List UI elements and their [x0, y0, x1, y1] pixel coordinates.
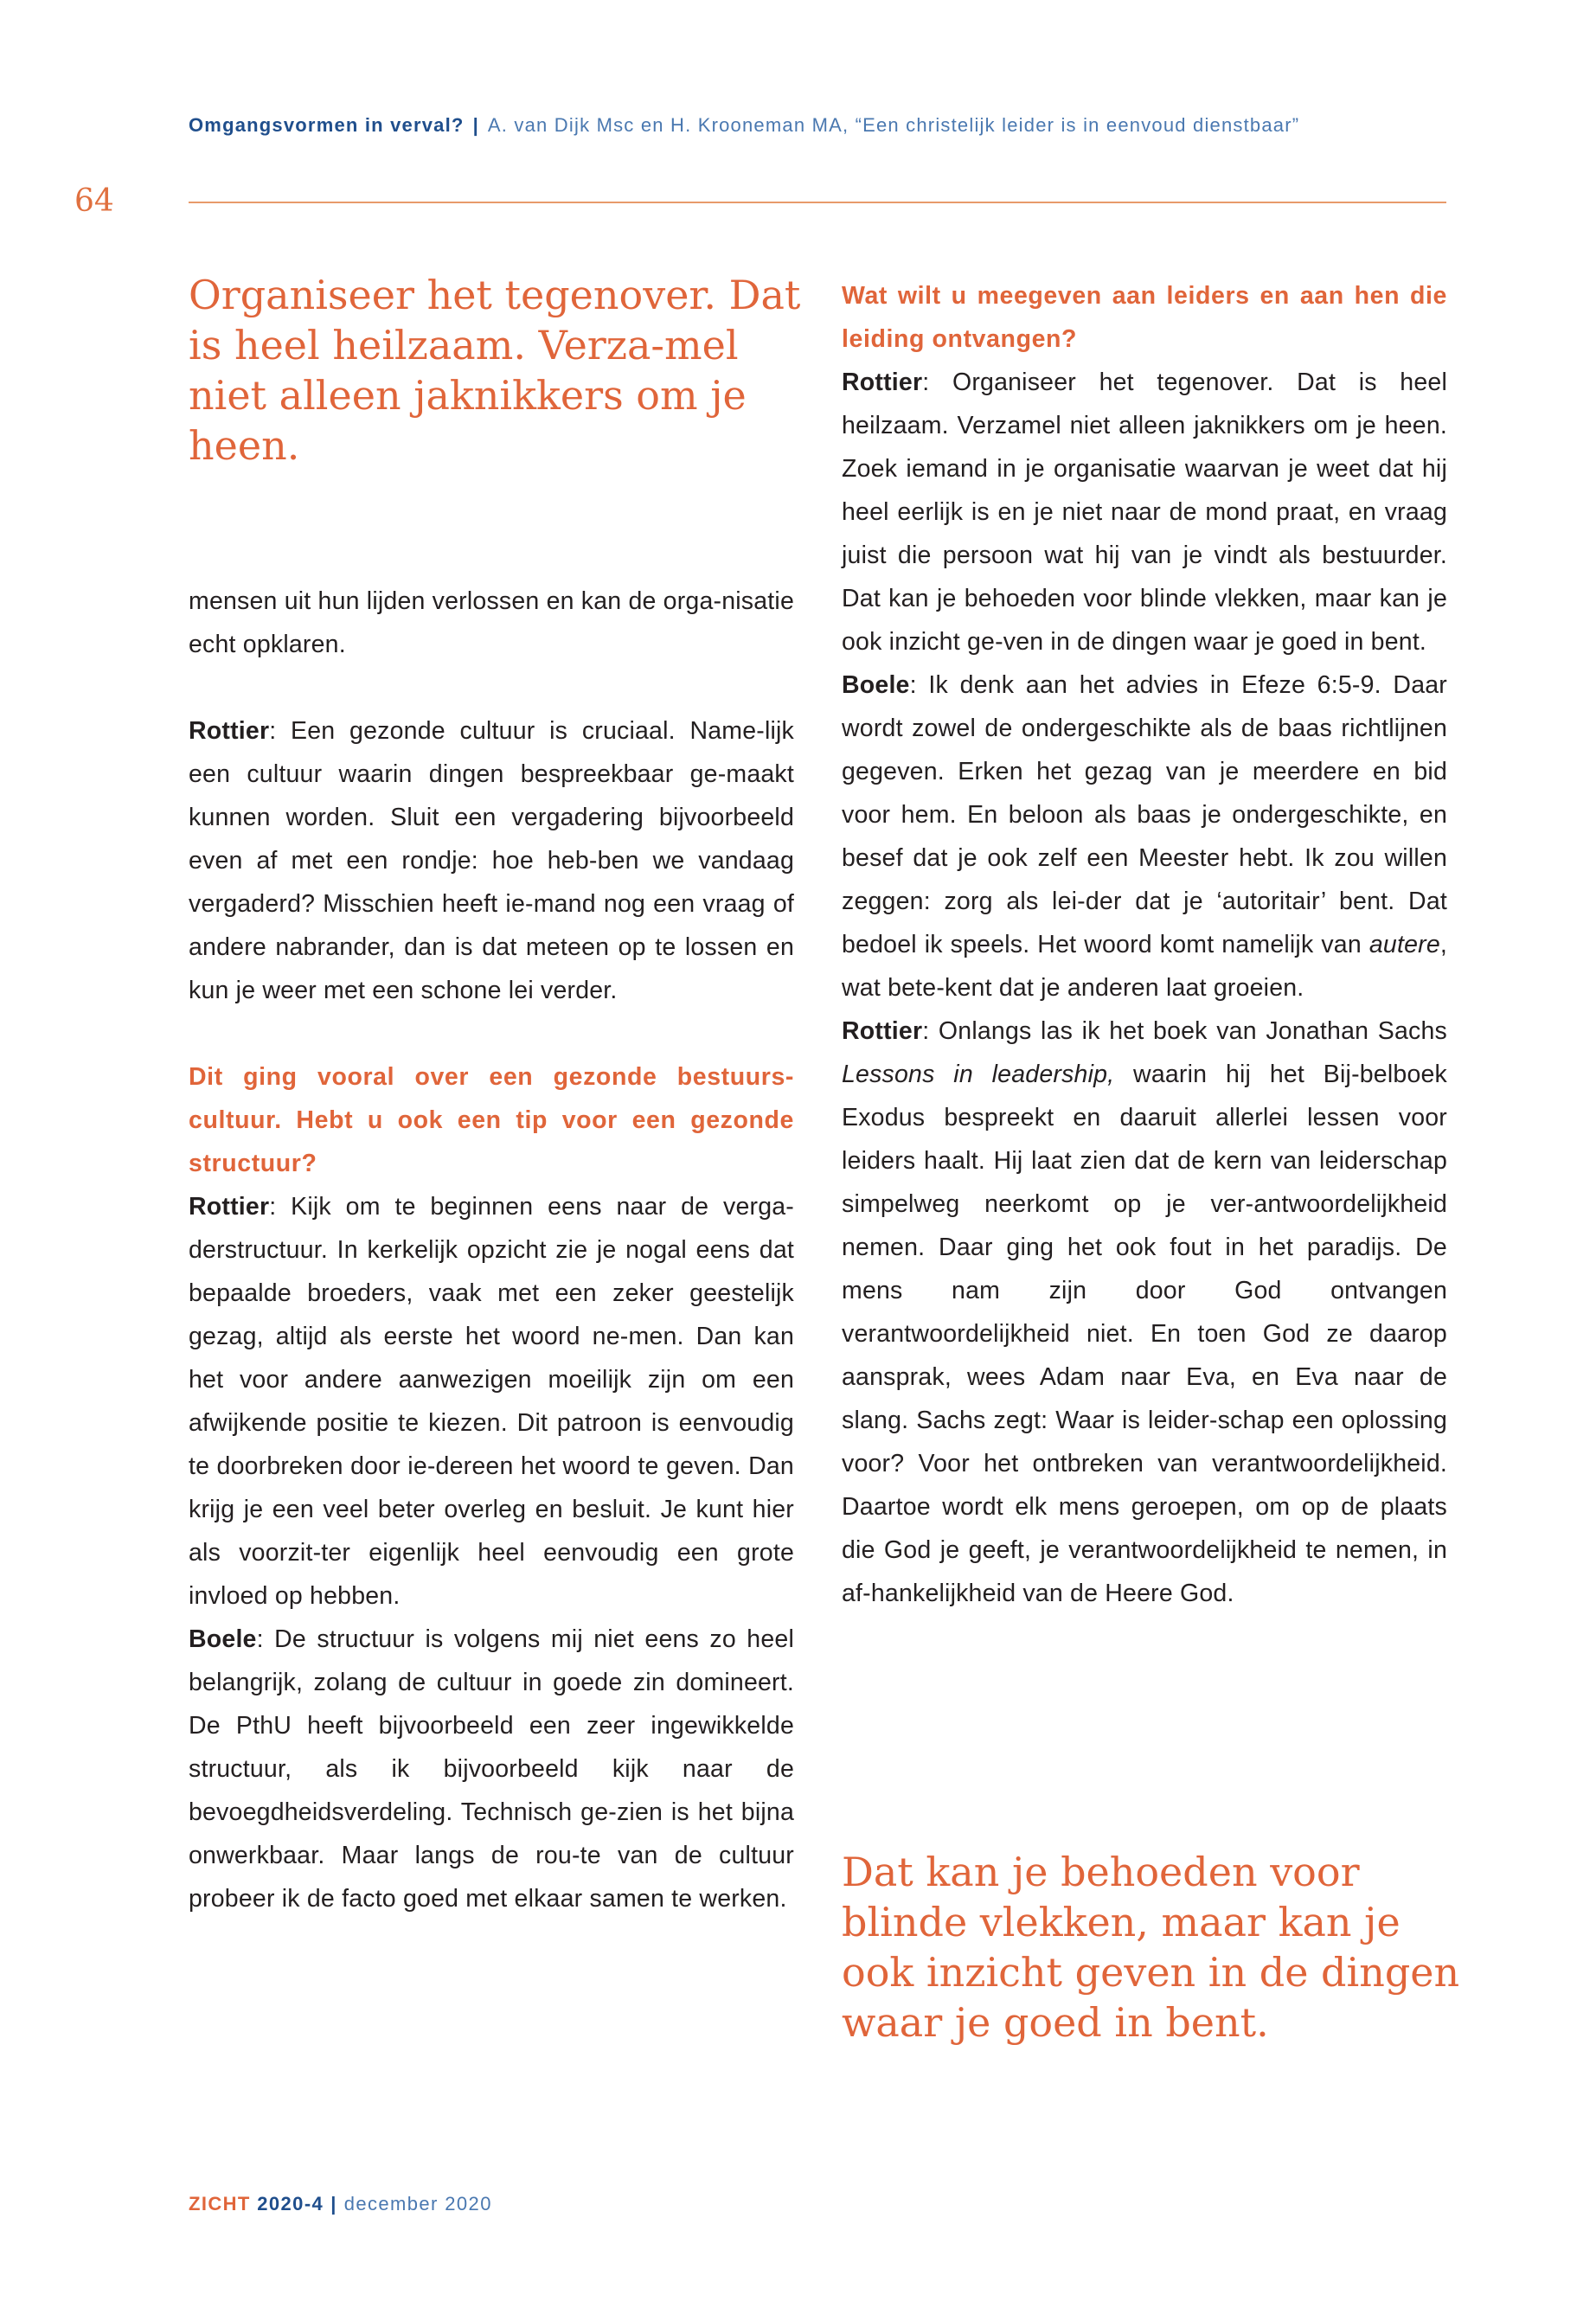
footer-separator: |	[330, 2193, 337, 2214]
magazine-name: ZICHT	[189, 2193, 251, 2214]
speaker-name: Rottier	[189, 717, 270, 745]
header-rule	[189, 202, 1446, 203]
italic-term: autere	[1368, 931, 1440, 958]
pullquote-bottom: Dat kan je behoeden voor blinde vlekken, maar kan je ook inzicht geven in de dingen waar je goed in bent.	[842, 1849, 1460, 2046]
left-column	[189, 580, 794, 1920]
paragraph-text: : Een gezonde cultuur is cruciaal. Name-lijk een cultuur waarin dingen bespreekbaar ge-maakt kunnen worden. Sluit een vergadering bijvoorbeeld even af met een rondje: hoe heb-ben we vandaag vergaderd? Misschien heeft ie-mand nog een vraag of andere nabrander, dan is dat meteen op te lossen en kun je weer met een schone lei verder.	[189, 717, 794, 1004]
interview-question: Dit ging vooral over een gezonde bestuurs-cultuur. Hebt u ook een tip voor een gezonde structuur?	[189, 1063, 794, 1177]
series-title: Omgangsvormen in verval?	[189, 114, 465, 136]
speaker-name: Rottier	[842, 369, 923, 396]
right-column	[842, 274, 1447, 1615]
header-separator: |	[472, 114, 479, 136]
paragraph-text: : Organiseer het tegenover. Dat is heel heilzaam. Verzamel niet alleen jaknikkers om je heen. Zoek iemand in je organisatie waarvan je weet dat hij heel eerlijk is en je niet naar de mond praat, en vraag juist die persoon wat hij van je vindt als bestuurder. Dat kan je behoeden voor blinde vlekken, maar kan je ook inzicht ge-ven in de dingen waar je goed in bent.	[842, 369, 1447, 656]
paragraph-text: : Kijk om te beginnen eens naar de verga-derstructuur. In kerkelijk opzicht zie je nogal eens dat bepaalde broeders, vaak met een zeker geestelijk gezag, altijd als eerste het woord ne-men. Dan kan het voor andere aanwezigen moeilijk zijn om een afwijkende positie te kiezen. Dit patroon is eenvoudig te doorbreken door ie-dereen het woord te geven. Dan krijg je een veel beter overleg en besluit. Je kunt hier als voorzit-ter eigenlijk heel eenvoudig een grote invloed op hebben.	[189, 1193, 794, 1610]
issue-number: 2020-4	[257, 2193, 324, 2214]
paragraph	[842, 1009, 1447, 1615]
pullquote-top: Organiseer het tegenover. Dat is heel heilzaam. Verza-mel niet alleen jaknikkers om je heen.	[189, 272, 801, 469]
paragraph	[189, 709, 794, 1012]
speaker-name: Boele	[189, 1625, 257, 1653]
speaker-name: Boele	[842, 671, 910, 699]
issue-date: december 2020	[343, 2193, 492, 2214]
page-number: 64	[74, 183, 114, 219]
interview-question: Wat wilt u meegeven aan leiders en aan hen die leiding ontvangen?	[842, 282, 1447, 353]
running-footer	[189, 2193, 492, 2215]
article-authors-title: A. van Dijk Msc en H. Krooneman MA, “Een christelijk leider is in eenvoud dienstbaar”	[487, 114, 1300, 136]
paragraph-text: : Ik denk aan het advies in Efeze 6:5-9. Daar wordt zowel de ondergeschikte als de baas richtlijnen gegeven. Erken het gezag van je meerdere en bid voor hem. En beloon als baas je ondergeschikte, en besef dat je ook zelf een Meester hebt. Ik zou willen zeggen: zorg als lei-der dat je ‘autoritair’ bent. Dat bedoel ik speels. Het woord komt namelijk van	[842, 671, 1447, 958]
paragraph	[189, 1185, 794, 1618]
paragraph-text: waarin hij het Bij-belboek Exodus bespreekt en daaruit allerlei lessen voor leiders haalt. Hij laat zien dat de kern van leiderschap simpelweg neerkomt op je ver-antwoordelijkheid nemen. Daar ging het ook fout in het paradijs. De mens nam zijn door God ontvangen verantwoordelijkheid niet. En toen God ze daarop aansprak, wees Adam naar Eva, en Eva naar de slang. Sachs zegt: Waar is leider-schap een oplossing voor? Voor het ontbreken van verantwoordelijkheid. Daartoe wordt elk mens geroepen, om op de plaats die God je geeft, je verantwoordelijkheid te nemen, in af-hankelijkheid van de Heere God.	[842, 1061, 1447, 1607]
paragraph	[189, 1618, 794, 1920]
paragraph-text: : Onlangs las ik het boek van Jonathan Sachs	[922, 1017, 1447, 1045]
paragraph-text: : De structuur is volgens mij niet eens zo heel belangrijk, zolang de cultuur in goede zin domineert. De PthU heeft bijvoorbeeld een zeer ingewikkelde structuur, als ik bijvoorbeeld kijk naar de bevoegdheidsverdeling. Technisch ge-zien is het bijna onwerkbaar. Maar langs de rou-te van de cultuur probeer ik de facto goed met elkaar samen te werken.	[189, 1625, 794, 1913]
running-header	[189, 114, 1452, 137]
paragraph	[842, 361, 1447, 663]
speaker-name: Rottier	[842, 1017, 923, 1045]
book-title: Lessons in leadership,	[842, 1061, 1115, 1088]
paragraph: mensen uit hun lijden verlossen en kan de orga-nisatie echt opklaren.	[189, 587, 794, 658]
paragraph-text: , wat bete-kent dat je anderen laat groeien.	[842, 931, 1447, 1002]
speaker-name: Rottier	[189, 1193, 270, 1221]
paragraph	[842, 663, 1447, 1009]
